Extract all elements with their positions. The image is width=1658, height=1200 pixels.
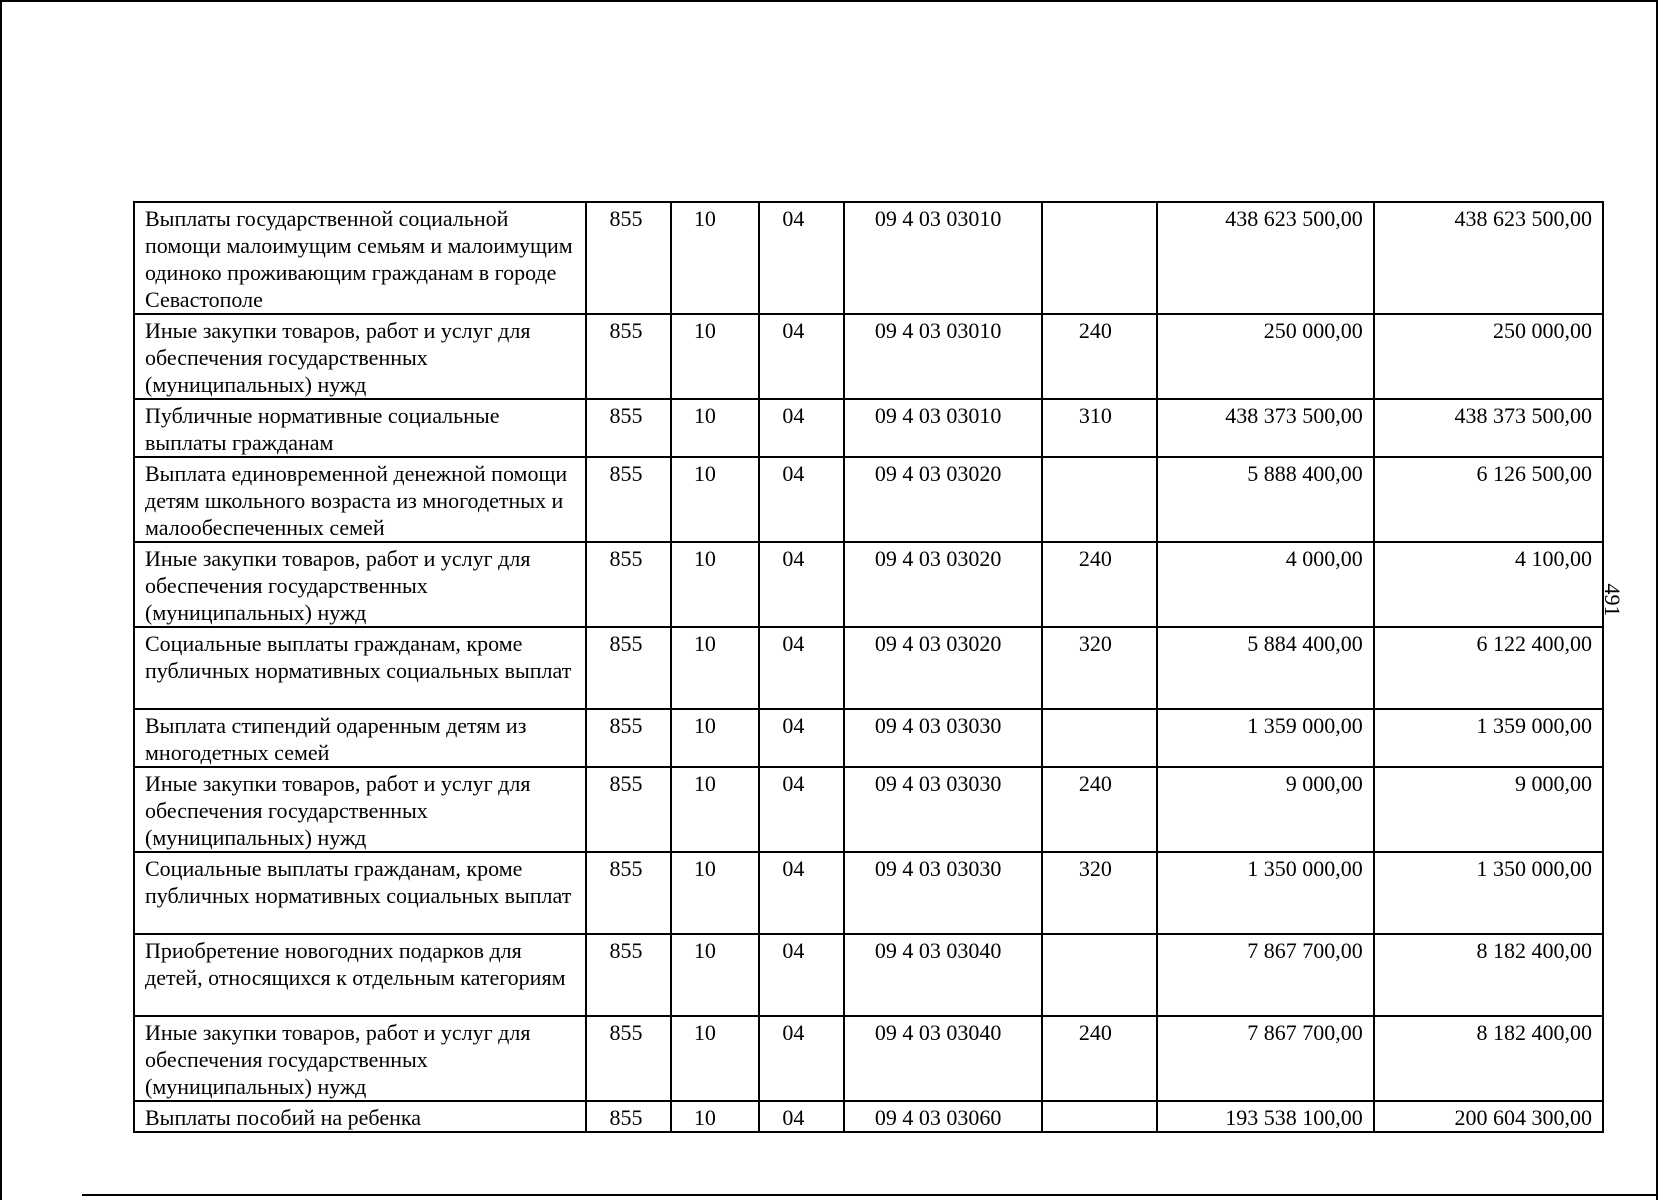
cell-pr: 04 — [759, 202, 843, 314]
scan-border-top — [0, 0, 1658, 2]
cell-ved: 855 — [586, 852, 670, 934]
table-row — [134, 1101, 1603, 1132]
cell-rz: 10 — [671, 627, 759, 709]
cell-rz: 10 — [671, 314, 759, 399]
cell-ved: 855 — [586, 457, 670, 542]
cell-rz: 10 — [671, 1101, 759, 1132]
table-row — [134, 934, 1603, 1016]
cell-sum-2: 250 000,00 — [1374, 314, 1603, 399]
cell-csr: 09 4 03 03020 — [844, 627, 1042, 709]
cell-vr: 310 — [1042, 399, 1157, 457]
cell-pr: 04 — [759, 1016, 843, 1101]
cell-name: Социальные выплаты гражданам, кроме публичных нормативных социальных выплат — [134, 627, 586, 709]
cell-csr: 09 4 03 03020 — [844, 542, 1042, 627]
cell-vr — [1042, 202, 1157, 314]
table-row — [134, 709, 1603, 767]
cell-vr — [1042, 934, 1157, 1016]
cell-csr: 09 4 03 03010 — [844, 202, 1042, 314]
cell-csr: 09 4 03 03040 — [844, 1016, 1042, 1101]
cell-vr: 240 — [1042, 767, 1157, 852]
cell-rz: 10 — [671, 202, 759, 314]
cell-vr: 240 — [1042, 542, 1157, 627]
cell-sum-1: 5 888 400,00 — [1157, 457, 1374, 542]
cell-name: Выплаты пособий на ребенка — [134, 1101, 586, 1132]
cell-sum-2: 1 359 000,00 — [1374, 709, 1603, 767]
cell-csr: 09 4 03 03030 — [844, 709, 1042, 767]
cell-vr — [1042, 709, 1157, 767]
cell-pr: 04 — [759, 457, 843, 542]
cell-ved: 855 — [586, 627, 670, 709]
budget-table — [133, 201, 1604, 1133]
page-number: 491 — [1600, 583, 1625, 617]
cell-ved: 855 — [586, 1016, 670, 1101]
cell-pr: 04 — [759, 934, 843, 1016]
cell-csr: 09 4 03 03040 — [844, 934, 1042, 1016]
cell-sum-1: 9 000,00 — [1157, 767, 1374, 852]
cell-name: Иные закупки товаров, работ и услуг для обеспечения государственных (муниципальных) нужд — [134, 542, 586, 627]
cell-sum-1: 5 884 400,00 — [1157, 627, 1374, 709]
table-row — [134, 542, 1603, 627]
cell-ved: 855 — [586, 767, 670, 852]
cell-sum-2: 438 623 500,00 — [1374, 202, 1603, 314]
cell-ved: 855 — [586, 1101, 670, 1132]
cell-sum-2: 8 182 400,00 — [1374, 1016, 1603, 1101]
cell-rz: 10 — [671, 709, 759, 767]
cell-vr: 240 — [1042, 314, 1157, 399]
cell-sum-1: 438 373 500,00 — [1157, 399, 1374, 457]
table-row — [134, 202, 1603, 314]
cell-sum-1: 193 538 100,00 — [1157, 1101, 1374, 1132]
cell-name: Социальные выплаты гражданам, кроме публичных нормативных социальных выплат — [134, 852, 586, 934]
cell-csr: 09 4 03 03060 — [844, 1101, 1042, 1132]
cell-sum-1: 4 000,00 — [1157, 542, 1374, 627]
table-row — [134, 314, 1603, 399]
cell-sum-1: 7 867 700,00 — [1157, 934, 1374, 1016]
cell-name: Выплата единовременной денежной помощи детям школьного возраста из многодетных и малообеспеченных семей — [134, 457, 586, 542]
cell-sum-2: 8 182 400,00 — [1374, 934, 1603, 1016]
cell-sum-2: 6 126 500,00 — [1374, 457, 1603, 542]
table-row — [134, 852, 1603, 934]
cell-sum-2: 1 350 000,00 — [1374, 852, 1603, 934]
cell-ved: 855 — [586, 934, 670, 1016]
cell-ved: 855 — [586, 202, 670, 314]
cell-name: Выплаты государственной социальной помощи малоимущим семьям и малоимущим одиноко проживающим гражданам в городе Севастополе — [134, 202, 586, 314]
cell-pr: 04 — [759, 627, 843, 709]
cell-rz: 10 — [671, 767, 759, 852]
cell-rz: 10 — [671, 934, 759, 1016]
cell-csr: 09 4 03 03020 — [844, 457, 1042, 542]
table-row — [134, 627, 1603, 709]
cell-sum-2: 200 604 300,00 — [1374, 1101, 1603, 1132]
cell-pr: 04 — [759, 399, 843, 457]
cell-rz: 10 — [671, 1016, 759, 1101]
cell-sum-1: 1 350 000,00 — [1157, 852, 1374, 934]
cell-rz: 10 — [671, 457, 759, 542]
scan-border-bottom — [82, 1194, 1658, 1196]
cell-sum-2: 438 373 500,00 — [1374, 399, 1603, 457]
cell-name: Выплата стипендий одаренным детям из многодетных семей — [134, 709, 586, 767]
cell-sum-1: 7 867 700,00 — [1157, 1016, 1374, 1101]
cell-name: Приобретение новогодних подарков для детей, относящихся к отдельным категориям — [134, 934, 586, 1016]
table-body — [134, 202, 1603, 1132]
cell-ved: 855 — [586, 542, 670, 627]
cell-ved: 855 — [586, 314, 670, 399]
scan-border-left — [0, 0, 2, 1200]
cell-ved: 855 — [586, 709, 670, 767]
cell-pr: 04 — [759, 709, 843, 767]
table-row — [134, 457, 1603, 542]
cell-pr: 04 — [759, 767, 843, 852]
cell-sum-2: 6 122 400,00 — [1374, 627, 1603, 709]
cell-csr: 09 4 03 03030 — [844, 767, 1042, 852]
cell-sum-1: 1 359 000,00 — [1157, 709, 1374, 767]
table-row — [134, 1016, 1603, 1101]
table-row — [134, 767, 1603, 852]
cell-vr: 240 — [1042, 1016, 1157, 1101]
cell-sum-1: 250 000,00 — [1157, 314, 1374, 399]
cell-ved: 855 — [586, 399, 670, 457]
cell-csr: 09 4 03 03010 — [844, 314, 1042, 399]
cell-vr — [1042, 457, 1157, 542]
cell-sum-1: 438 623 500,00 — [1157, 202, 1374, 314]
cell-name: Публичные нормативные социальные выплаты гражданам — [134, 399, 586, 457]
cell-rz: 10 — [671, 399, 759, 457]
cell-pr: 04 — [759, 542, 843, 627]
cell-vr — [1042, 1101, 1157, 1132]
cell-rz: 10 — [671, 542, 759, 627]
cell-name: Иные закупки товаров, работ и услуг для обеспечения государственных (муниципальных) нужд — [134, 314, 586, 399]
cell-sum-2: 9 000,00 — [1374, 767, 1603, 852]
cell-csr: 09 4 03 03030 — [844, 852, 1042, 934]
cell-name: Иные закупки товаров, работ и услуг для обеспечения государственных (муниципальных) нужд — [134, 1016, 586, 1101]
cell-pr: 04 — [759, 1101, 843, 1132]
cell-pr: 04 — [759, 314, 843, 399]
cell-csr: 09 4 03 03010 — [844, 399, 1042, 457]
cell-vr: 320 — [1042, 627, 1157, 709]
cell-vr: 320 — [1042, 852, 1157, 934]
cell-name: Иные закупки товаров, работ и услуг для обеспечения государственных (муниципальных) нужд — [134, 767, 586, 852]
cell-pr: 04 — [759, 852, 843, 934]
cell-rz: 10 — [671, 852, 759, 934]
table-row — [134, 399, 1603, 457]
cell-sum-2: 4 100,00 — [1374, 542, 1603, 627]
